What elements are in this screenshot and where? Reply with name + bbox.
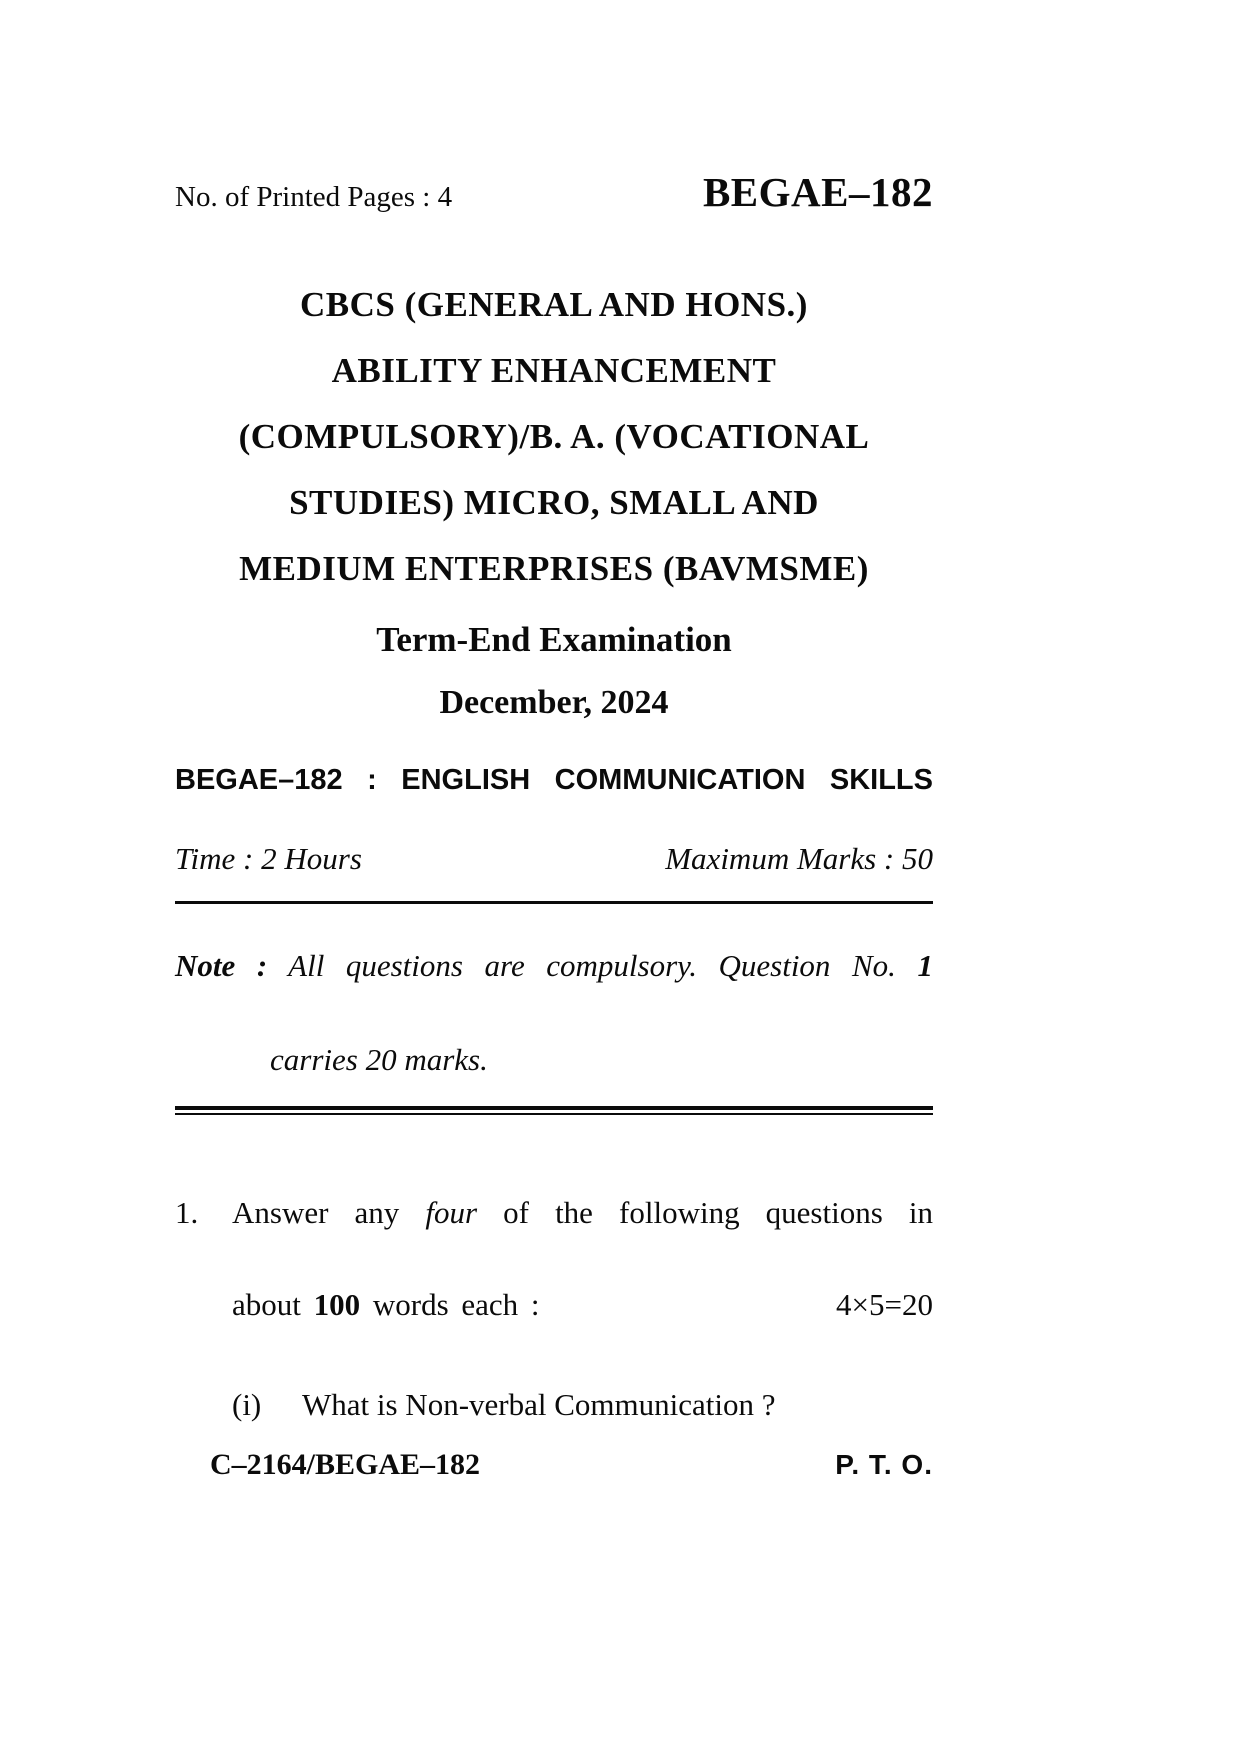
title-block <box>175 272 933 726</box>
exam-session: December, 2024 <box>439 684 669 721</box>
question-1-line-2 <box>175 1287 933 1323</box>
question-1-text <box>232 1195 933 1231</box>
question-1-number: 1. <box>175 1195 199 1230</box>
footer-paper-code: C–2164/BEGAE–182 <box>210 1448 481 1481</box>
paper-code: BEGAE–182 <box>702 169 933 215</box>
question-1-emph: four <box>425 1195 478 1230</box>
title-line-1: CBCS (GENERAL AND HONS.) <box>300 285 808 324</box>
header-row <box>175 168 933 216</box>
time-marks-row <box>175 841 933 904</box>
maximum-marks: Maximum Marks : 50 <box>665 841 933 876</box>
time-allowed: Time : 2 Hours <box>175 841 362 876</box>
question-1-line-1 <box>175 1195 933 1231</box>
question-1-text-end: of the following questions in <box>477 1195 933 1230</box>
question-1-line-2-text <box>232 1287 540 1323</box>
page-content <box>175 0 933 1423</box>
note-question-number: 1 <box>917 948 933 983</box>
question-1-marks: 4×5=20 <box>836 1287 933 1322</box>
printed-pages-note: No. of Printed Pages : 4 <box>175 181 453 213</box>
question-1-line-2-start: about <box>232 1287 314 1322</box>
title-line-3: (COMPULSORY)/B. A. (VOCATIONAL <box>238 417 870 456</box>
question-1 <box>175 1195 933 1423</box>
title-line-5: MEDIUM ENTERPRISES (BAVMSME) <box>239 549 869 588</box>
sub-question-label: (i) <box>232 1387 262 1422</box>
exam-title: Term-End Examination <box>376 620 732 659</box>
sub-question-text: What is Non-verbal Communication ? <box>302 1387 776 1422</box>
question-1-word-count: 100 <box>313 1287 361 1322</box>
title-line-2: ABILITY ENHANCEMENT <box>331 351 777 390</box>
note-label: Note : <box>175 948 268 983</box>
double-rule-divider <box>175 1106 933 1115</box>
footer-pto: P. T. O. <box>835 1449 933 1480</box>
title-line-4: STUDIES) MICRO, SMALL AND <box>289 483 819 522</box>
note-block <box>175 948 933 1078</box>
subject-line: BEGAE–182 : ENGLISH COMMUNICATION SKILLS <box>175 764 933 796</box>
question-1-sub-i <box>175 1387 933 1423</box>
question-1-text-start: Answer any <box>232 1195 426 1230</box>
page-footer <box>175 1448 933 1482</box>
question-1-line-2-end: words each : <box>360 1287 540 1322</box>
note-line-1 <box>175 948 933 984</box>
note-body: All questions are compulsory. Question No. <box>288 948 918 983</box>
note-line-2: carries 20 marks. <box>270 1042 488 1077</box>
